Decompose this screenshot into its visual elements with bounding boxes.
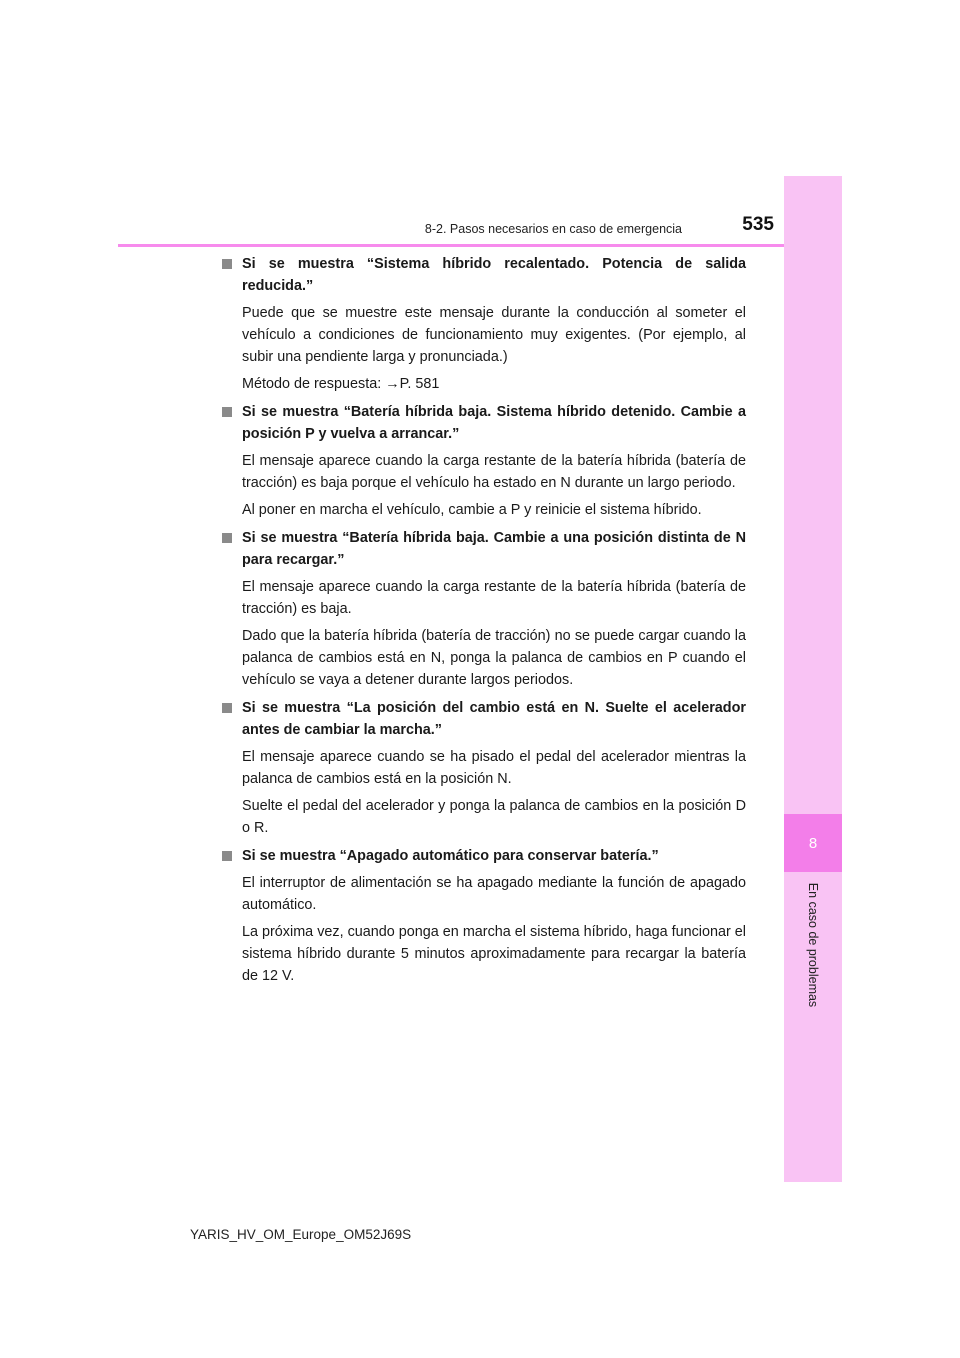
chapter-title: En caso de problemas [806, 882, 821, 1008]
message-paragraph: El mensaje aparece cuando se ha pisado el pedal del acelerador mientras la palanca de cambios está en la posición N. [242, 749, 746, 787]
document-code: YARIS_HV_OM_Europe_OM52J69S [190, 1227, 412, 1242]
message-item [222, 253, 746, 395]
square-bullet-icon [222, 407, 232, 417]
message-paragraph: Al poner en marcha el vehículo, cambie a P y reinicie el sistema híbrido. [242, 502, 702, 518]
section-title: 8-2. Pasos necesarios en caso de emergencia [424, 222, 682, 236]
message-item [222, 527, 746, 691]
message-item [222, 401, 746, 521]
message-title: Si se muestra “Sistema híbrido recalentado. Potencia de salida reducida.” [242, 256, 746, 294]
message-paragraph: Método de respuesta: →P. 581 [242, 376, 440, 392]
message-title: Si se muestra “Batería híbrida baja. Sistema híbrido detenido. Cambie a posición P y vuelva a arrancar.” [242, 404, 746, 442]
message-title: Si se muestra “La posición del cambio está en N. Suelte el acelerador antes de cambiar la marcha.” [242, 700, 746, 738]
chapter-title-tab [784, 880, 842, 1010]
message-item [222, 845, 746, 987]
message-paragraph: El mensaje aparece cuando la carga restante de la batería híbrida (batería de tracción) es baja. [242, 579, 746, 617]
header-divider [118, 244, 784, 247]
message-paragraph: Dado que la batería híbrida (batería de tracción) no se puede cargar cuando la palanca de cambios está en N, ponga la palanca de cambios en P cuando el vehículo se vaya a detener durante largos periodos. [242, 628, 746, 688]
chapter-number-tab[interactable] [784, 814, 842, 872]
message-paragraph: Suelte el pedal del acelerador y ponga la palanca de cambios en la posición D o R. [242, 798, 746, 836]
message-paragraph: Puede que se muestre este mensaje durante la conducción al someter el vehículo a condiciones de funcionamiento muy exigentes. (Por ejemplo, al subir una pendiente larga y pronunciada.) [242, 305, 746, 365]
square-bullet-icon [222, 703, 232, 713]
page-number: 535 [742, 214, 774, 235]
page-content [222, 253, 746, 992]
message-paragraph: La próxima vez, cuando ponga en marcha el sistema híbrido, haga funcionar el sistema híbrido durante 5 minutos aproximadamente para recargar la batería de 12 V. [242, 924, 746, 984]
message-paragraph: El mensaje aparece cuando la carga restante de la batería híbrida (batería de tracción) es baja porque el vehículo ha estado en N durante un largo periodo. [242, 453, 746, 491]
square-bullet-icon [222, 259, 232, 269]
message-title: Si se muestra “Apagado automático para conservar batería.” [242, 848, 659, 864]
square-bullet-icon [222, 851, 232, 861]
message-item [222, 697, 746, 839]
message-title: Si se muestra “Batería híbrida baja. Cambie a una posición distinta de N para recargar.” [242, 530, 746, 568]
message-paragraph: El interruptor de alimentación se ha apagado mediante la función de apagado automático. [242, 875, 746, 913]
chapter-number: 8 [808, 834, 818, 852]
square-bullet-icon [222, 533, 232, 543]
chapter-side-tab [784, 176, 842, 1182]
